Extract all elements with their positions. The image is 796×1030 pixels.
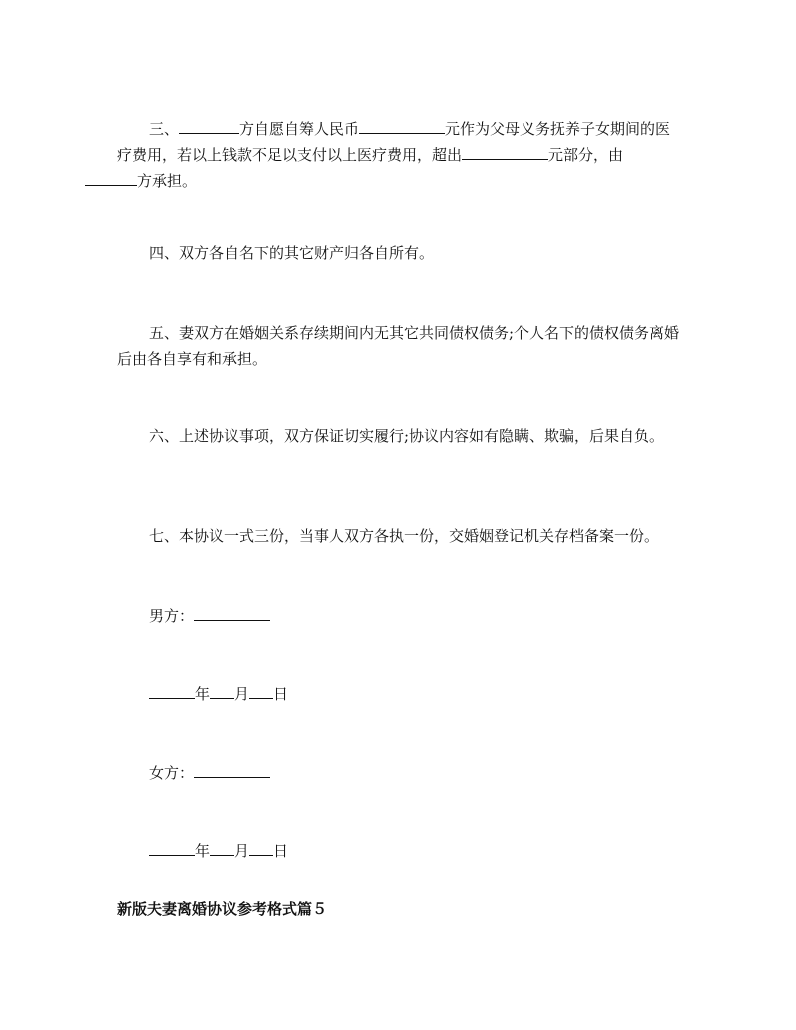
- clause-4-paragraph: 四、双方各自名下的其它财产归各自所有。: [149, 244, 435, 262]
- female-signature-line: [149, 760, 270, 786]
- amount-blank: [359, 121, 445, 134]
- responsible-party-blank: [85, 173, 137, 186]
- male-signature-line: [149, 603, 270, 629]
- month-label: 月: [234, 842, 250, 860]
- clause-3-number: 三、: [149, 120, 180, 138]
- clause-3-text-d: 方承担。: [137, 172, 198, 190]
- female-signature-blank: [194, 765, 270, 778]
- clause-3-text-b: 元作为父母义务抚养子女期间的医疗费用，若以上钱款不足以支付以上医疗费用，超出: [117, 120, 671, 164]
- day-blank: [249, 843, 273, 856]
- month-blank: [210, 686, 234, 699]
- male-date-line: [149, 681, 288, 707]
- party-blank: [179, 121, 239, 134]
- female-date-line: [149, 838, 288, 864]
- day-blank: [249, 686, 273, 699]
- year-blank: [149, 843, 195, 856]
- day-label: 日: [273, 842, 289, 860]
- month-blank: [210, 843, 234, 856]
- clause-7-paragraph: 七、本协议一式三份，当事人双方各执一份，交婚姻登记机关存档备案一份。: [149, 527, 660, 545]
- male-label: 男方：: [149, 607, 195, 625]
- clause-3-text-c: 元部分，由: [548, 146, 624, 164]
- year-label: 年: [195, 685, 211, 703]
- clause-3-text-a: 方自愿自筹人民币: [239, 120, 360, 138]
- male-signature-blank: [194, 608, 270, 621]
- month-label: 月: [234, 685, 250, 703]
- female-label: 女方：: [149, 764, 195, 782]
- clause-5-paragraph: 五、妻双方在婚姻关系存续期间内无其它共同债权债务;个人名下的债权债务离婚后由各自享有和承担。: [117, 324, 680, 368]
- section-heading: 新版夫妻离婚协议参考格式篇５: [117, 900, 328, 918]
- year-label: 年: [195, 842, 211, 860]
- clause-6-paragraph: 六、上述协议事项，双方保证切实履行;协议内容如有隐瞒、欺骗，后果自负。: [149, 427, 665, 445]
- clause-3-paragraph: [117, 116, 682, 194]
- excess-amount-blank: [462, 147, 548, 160]
- year-blank: [149, 686, 195, 699]
- day-label: 日: [273, 685, 289, 703]
